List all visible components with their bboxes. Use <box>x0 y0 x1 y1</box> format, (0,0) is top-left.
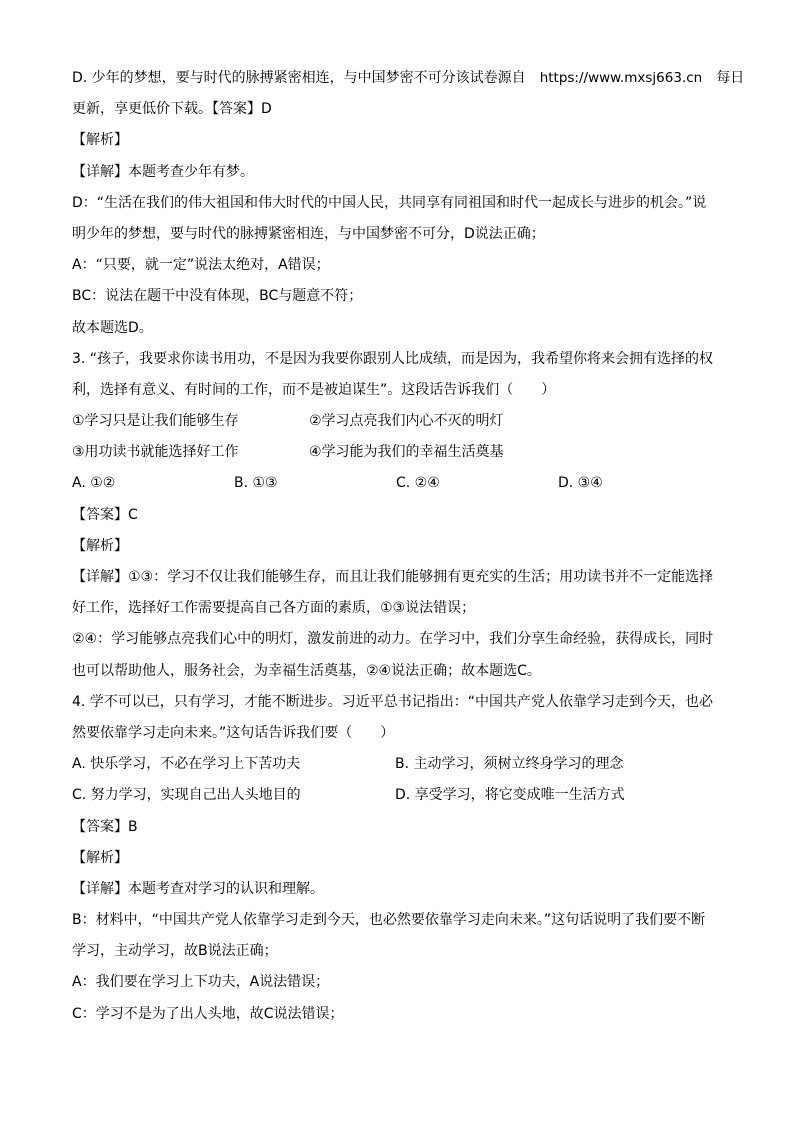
choice-4c: C. 努力学习，实现自己出人头地目的 <box>72 787 301 804</box>
answer-line-4: 【答案】B <box>72 818 138 835</box>
statement-1: ①学习只是让我们能够生存 <box>72 413 239 430</box>
statement-4: ④学习能为我们的幸福生活奠基 <box>309 444 504 461</box>
detail-line-4-4: A：我们要在学习上下功夫，A说法错误； <box>72 974 330 991</box>
daily-text: 每日 <box>716 70 745 86</box>
conclusion-line-2: 故本题选D。 <box>72 319 153 336</box>
analysis-label-4: 【解析】 <box>72 849 128 866</box>
choice-3a: A. ①② <box>72 475 116 492</box>
answer-line-3: 【答案】C <box>72 506 138 523</box>
statement-2: ②学习点亮我们内心不灭的明灯 <box>309 413 504 430</box>
question-4-line-2: 然要依靠学习走向未来。”这句话告诉我们要（ ） <box>72 724 395 741</box>
analysis-label-3: 【解析】 <box>72 537 128 554</box>
detail-line-4-5: C：学习不是为了出人头地，故C说法错误； <box>72 1005 344 1022</box>
detail-line-4-1: 【详解】本题考查对学习的认识和理解。 <box>72 880 324 897</box>
choice-4b: B. 主动学习，须树立终身学习的理念 <box>395 756 624 773</box>
document-page <box>72 63 745 1030</box>
choices-row-4a <box>72 749 722 780</box>
question-4-line-1: 4. 学不可以已，只有学习，才能不断进步。习近平总书记指出：“中国共产党人依靠学习走到今天，也必 <box>72 693 714 710</box>
detail-line-3-1: 【详解】①③：学习不仅让我们能够生存，而且让我们能够拥有更充实的生活；用功读书并不一定能选择 <box>72 569 714 585</box>
statements-row-2 <box>72 437 722 468</box>
option-d-line <box>72 63 745 94</box>
choice-4d: D. 享受学习，将它变成唯一生活方式 <box>395 787 625 804</box>
source-url-link[interactable]: https://www.mxsj663.cn <box>539 70 703 86</box>
explanation-d-line-2: 明少年的梦想，要与时代的脉搏紧密相连，与中国梦密不可分，D说法正确； <box>72 225 545 242</box>
detail-line-4-3: 学习，主动学习，故B说法正确； <box>72 943 278 960</box>
statements-row-1 <box>72 406 722 437</box>
question-3-line-2: 利，选择有意义、有时间的工作，而不是被迫谋生”。这段话告诉我们（ ） <box>72 381 556 398</box>
answer-line-2: 更新，享更低价下载。【答案】D <box>72 101 272 118</box>
choice-3d: D. ③④ <box>558 475 603 492</box>
question-3-line-1: 3. “孩子，我要求你读书用功，不是因为我要你跟别人比成绩，而是因为，我希望你将来会拥有选择的权 <box>72 350 714 367</box>
detail-line-2: 【详解】本题考查少年有梦。 <box>72 163 254 180</box>
choices-row-4b <box>72 780 722 811</box>
detail-line-4-2: B：材料中，“中国共产党人依靠学习走到今天，也必然要依靠学习走向未来。”这句话说明了我们要不断 <box>72 912 706 929</box>
explanation-bc-line: BC：说法在题干中没有体现，BC与题意不符； <box>72 288 363 305</box>
choice-3c: C. ②④ <box>396 475 440 492</box>
detail-line-3-2: 好工作，选择好工作需要提高自己各方面的素质，①③说法错误； <box>72 600 476 617</box>
choices-row-3 <box>72 468 722 499</box>
analysis-label-2: 【解析】 <box>72 132 128 149</box>
choice-4a: A. 快乐学习，不必在学习上下苦功夫 <box>72 756 301 773</box>
detail-line-3-4: 也可以帮助他人，服务社会，为幸福生活奠基，②④说法正确；故本题选C。 <box>72 662 541 679</box>
explanation-a-line: A：“只要，就一定”说法太绝对，A错误； <box>72 257 330 274</box>
detail-line-3-3: ②④：学习能够点亮我们心中的明灯，激发前进的动力。在学习中，我们分享生命经验，获得成长，同时 <box>72 631 714 648</box>
explanation-d-line-1: D：“生活在我们的伟大祖国和伟大时代的中国人民，共同享有同祖国和时代一起成长与进步的机会。”说 <box>72 194 707 211</box>
statement-3: ③用功读书就能选择好工作 <box>72 444 239 461</box>
choice-3b: B. ①③ <box>234 475 278 492</box>
option-d-text: D. 少年的梦想，要与时代的脉搏紧密相连，与中国梦密不可分该试卷源自 <box>72 70 526 86</box>
